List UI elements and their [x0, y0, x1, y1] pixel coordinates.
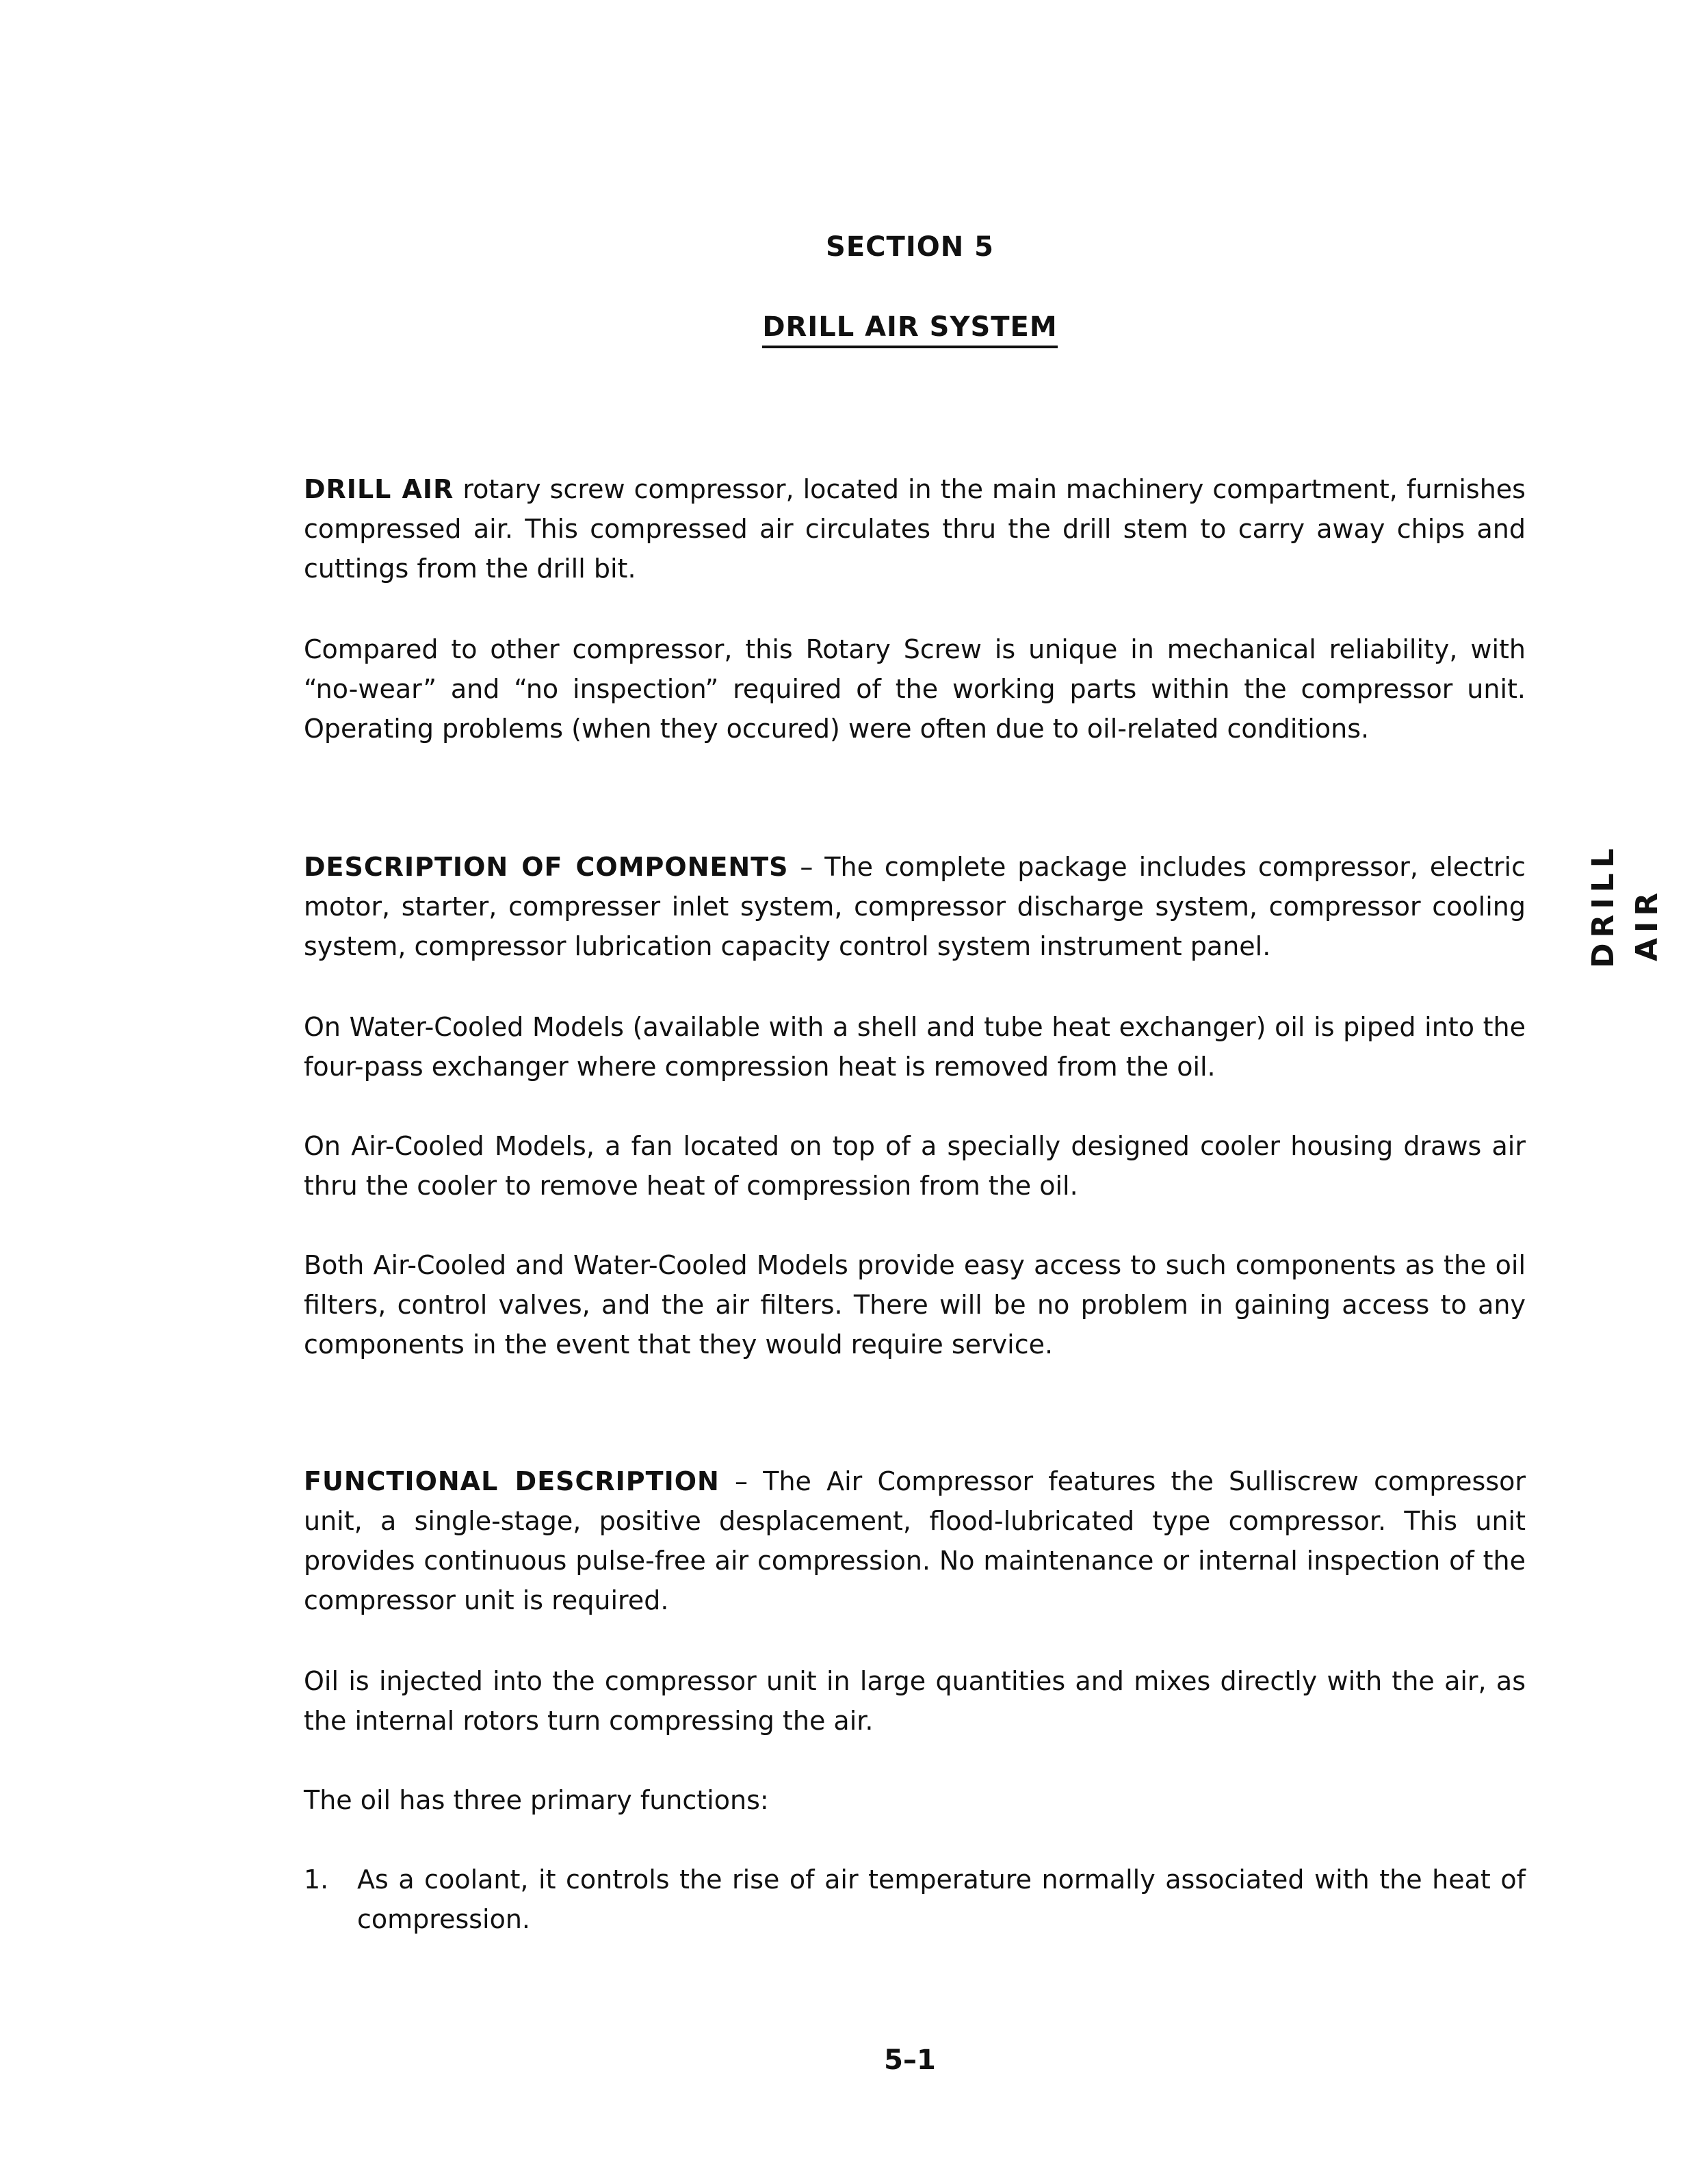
- paragraph-compared: Compared to other compressor, this Rotary Screw is unique in mechanical reliability, with “no-wear” and “no inspection” required of the working parts within the compressor unit. Operating problems (when they occured) were often due to oil-related conditions.: [304, 634, 1526, 744]
- side-tab-air: AIR: [1630, 887, 1665, 961]
- paragraph-body: rotary screw compressor, located in the main machinery compartment, furnishes compressed air. This compressed air circulates thru the drill stem to carry away chips and cuttings from the drill bit.: [304, 474, 1526, 584]
- paragraph-oil-functions: The oil has three primary functions:: [304, 1785, 769, 1815]
- paragraph-water-cooled: On Water-Cooled Models (available with a shell and tube heat exchanger) oil is piped into the four-pass exchanger where compression heat is removed from the oil.: [304, 1012, 1526, 1082]
- section-title: [0, 311, 1696, 343]
- list-item-number: 1.: [304, 1864, 329, 1895]
- side-tab: [1586, 843, 1668, 975]
- list-item-text: As a coolant, it controls the rise of air temperature normally associated with the heat of compression.: [357, 1864, 1526, 1934]
- paragraph-air-cooled: On Air-Cooled Models, a fan located on top of a specially designed cooler housing draws air thru the cooler to remove heat of compression from the oil.: [304, 1131, 1526, 1201]
- list-item: [304, 1860, 1526, 1939]
- paragraph-access: Both Air-Cooled and Water-Cooled Models provide easy access to such components as the oil filters, control valves, and the air filters. There will be no problem in gaining access to any components in the event that they would require service.: [304, 1250, 1526, 1360]
- paragraph-body: – The complete package includes compressor, electric motor, starter, compresser inlet system, compressor discharge system, compressor cooling system, compressor lubrication capacity control system instrument panel.: [304, 852, 1526, 961]
- section-title-text: DRILL AIR SYSTEM: [762, 311, 1057, 348]
- paragraph-oil-injected: Oil is injected into the compressor unit in large quantities and mixes directly with the air, as the internal rotors turn compressing the air.: [304, 1666, 1526, 1736]
- paragraph-lead-drill-air: DRILL AIR: [304, 474, 454, 504]
- paragraph-lead-description: DESCRIPTION OF COMPONENTS: [304, 852, 789, 882]
- paragraph-drill-air-intro: [304, 469, 1526, 588]
- paragraph-body: – The Air Compressor features the Sulliscrew compressor unit, a single-stage, positive desplacement, flood-lubricated type compressor. This unit provides continuous pulse-free air compression. No maintenance or internal inspection of the compressor unit is required.: [304, 1466, 1526, 1615]
- paragraph-functional-description: [304, 1461, 1526, 1620]
- side-tab-drill: DRILL: [1586, 843, 1621, 968]
- paragraph-description-of-components: [304, 847, 1526, 966]
- page-number: 5–1: [884, 2044, 936, 2076]
- paragraph-lead-functional: FUNCTIONAL DESCRIPTION: [304, 1466, 720, 1496]
- section-number: SECTION 5: [826, 231, 994, 263]
